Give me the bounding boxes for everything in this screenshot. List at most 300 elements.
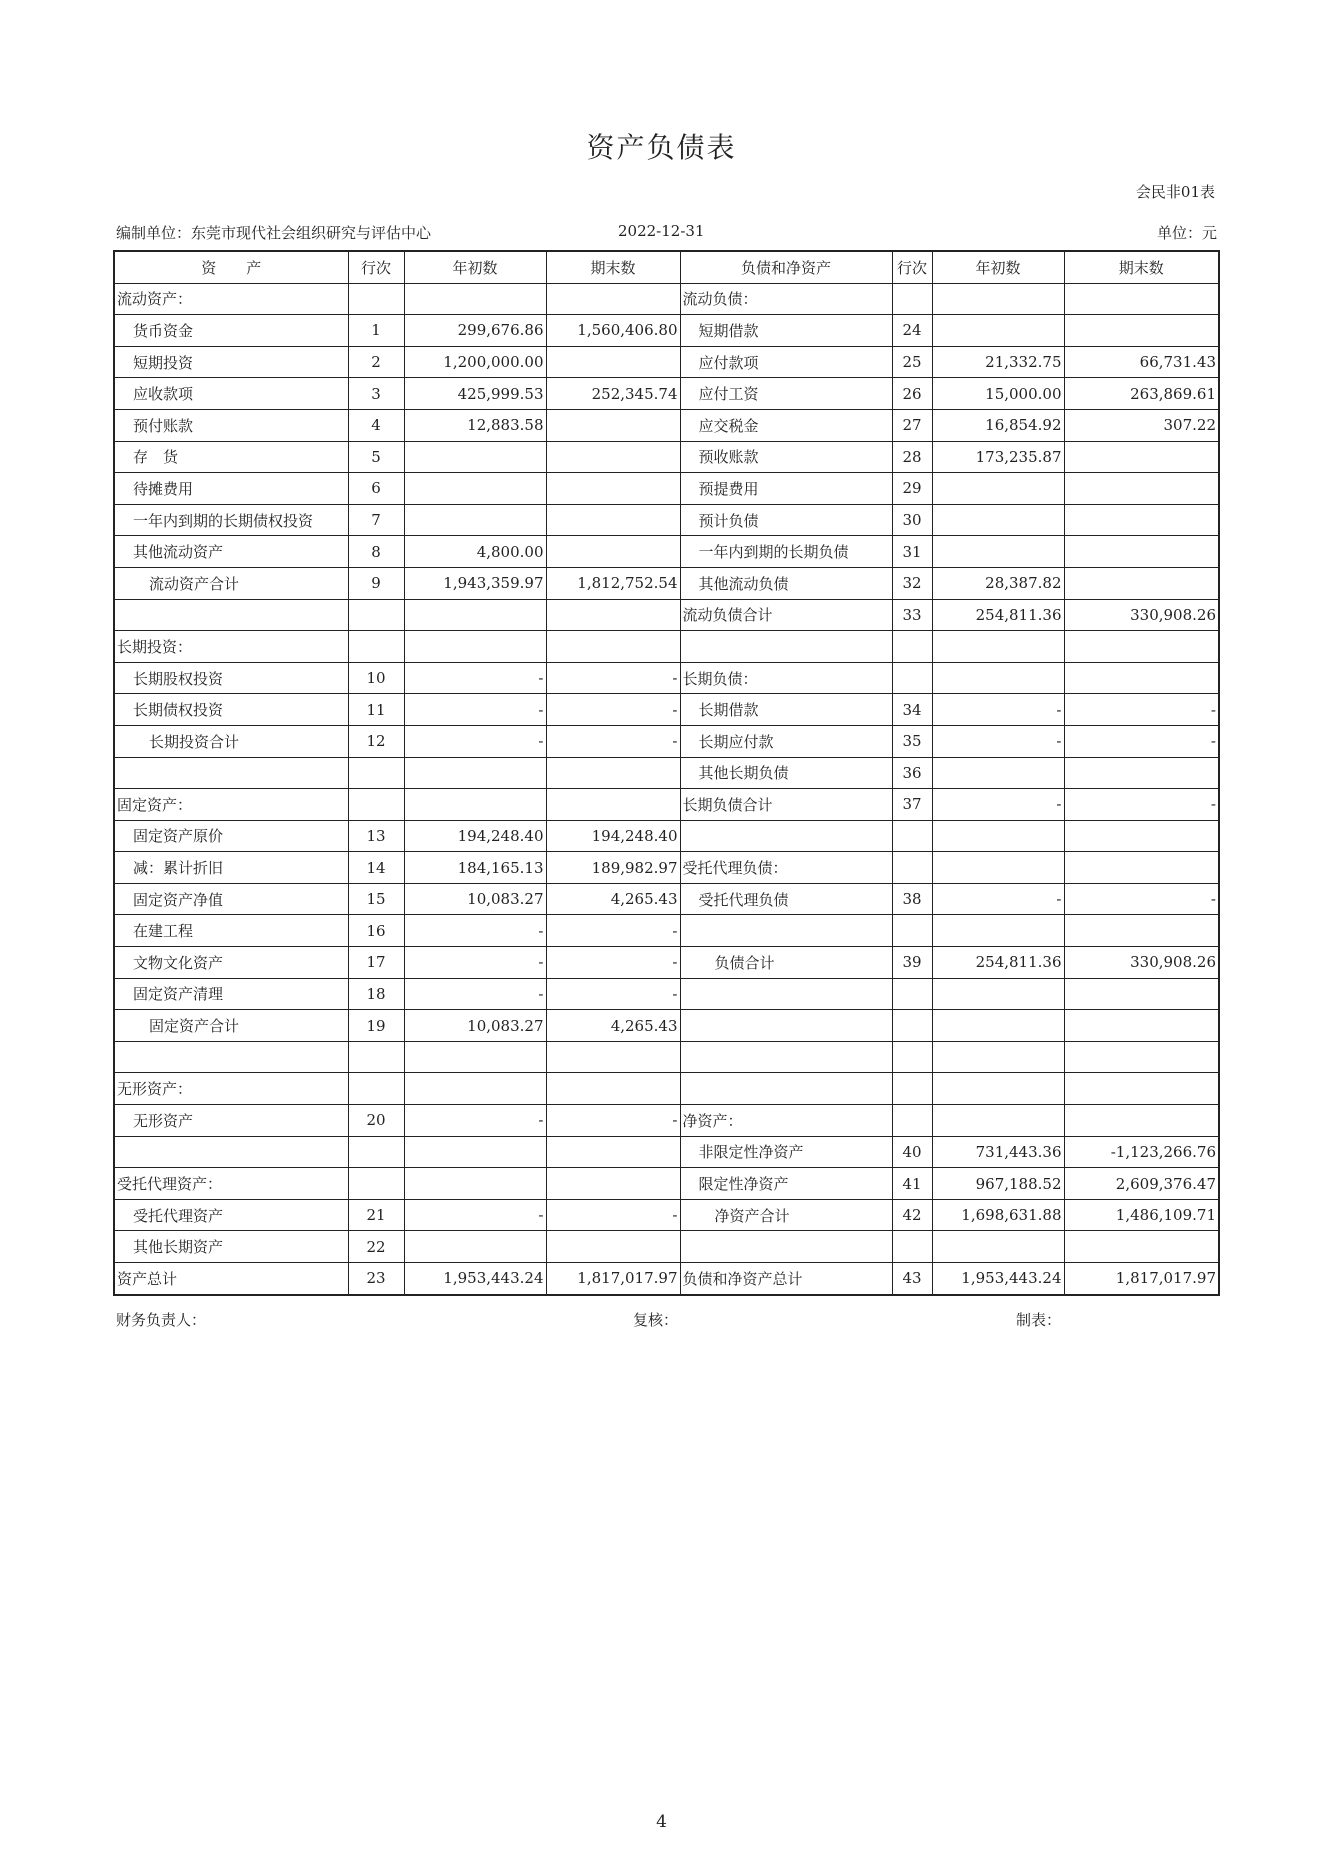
asset-line-no xyxy=(348,1168,404,1200)
liability-closing xyxy=(1064,1041,1219,1073)
liability-line-no: 32 xyxy=(892,567,932,599)
liability-line-no: 42 xyxy=(892,1199,932,1231)
table-row xyxy=(114,631,1219,663)
liability-closing xyxy=(1064,1105,1219,1137)
liability-closing: 307.22 xyxy=(1064,409,1219,441)
liability-closing xyxy=(1064,315,1219,347)
liability-label: 净资产合计 xyxy=(680,1199,892,1231)
asset-line-no: 1 xyxy=(348,315,404,347)
liability-closing xyxy=(1064,1073,1219,1105)
liability-opening: - xyxy=(932,694,1064,726)
asset-opening: 1,943,359.97 xyxy=(404,567,546,599)
liability-label xyxy=(680,631,892,663)
header-row xyxy=(114,251,1219,283)
liability-line-no xyxy=(892,631,932,663)
liability-closing: - xyxy=(1064,789,1219,821)
liability-line-no xyxy=(892,283,932,315)
table-row xyxy=(114,662,1219,694)
asset-closing: 1,560,406.80 xyxy=(546,315,680,347)
asset-closing xyxy=(546,409,680,441)
liability-closing: 330,908.26 xyxy=(1064,599,1219,631)
currency-unit: 单位：元 xyxy=(1156,224,1217,242)
liability-label xyxy=(680,1073,892,1105)
liability-label: 净资产： xyxy=(680,1105,892,1137)
liability-closing: 1,817,017.97 xyxy=(1064,1263,1219,1295)
liability-label xyxy=(680,978,892,1010)
liability-opening xyxy=(932,820,1064,852)
col-header-assets: 资 产 xyxy=(114,251,348,283)
liability-line-no xyxy=(892,1010,932,1042)
table-row xyxy=(114,757,1219,789)
liability-opening: - xyxy=(932,725,1064,757)
liability-line-no xyxy=(892,820,932,852)
table-row xyxy=(114,915,1219,947)
table-row xyxy=(114,346,1219,378)
table-row xyxy=(114,852,1219,884)
liability-closing xyxy=(1064,473,1219,505)
asset-opening xyxy=(404,599,546,631)
asset-opening xyxy=(404,631,546,663)
table-row xyxy=(114,883,1219,915)
asset-opening xyxy=(404,504,546,536)
asset-opening: 184,165.13 xyxy=(404,852,546,884)
col-header-line-no: 行次 xyxy=(348,251,404,283)
table-row xyxy=(114,567,1219,599)
asset-line-no: 19 xyxy=(348,1010,404,1042)
asset-closing: 189,982.97 xyxy=(546,852,680,884)
asset-closing xyxy=(546,283,680,315)
asset-line-no: 17 xyxy=(348,947,404,979)
table-row xyxy=(114,536,1219,568)
asset-line-no: 23 xyxy=(348,1263,404,1295)
liability-label: 预提费用 xyxy=(680,473,892,505)
liability-opening xyxy=(932,1231,1064,1263)
asset-closing: 4,265.43 xyxy=(546,1010,680,1042)
liability-opening: - xyxy=(932,883,1064,915)
report-date: 2022-12-31 xyxy=(618,222,705,240)
asset-closing: 1,817,017.97 xyxy=(546,1263,680,1295)
asset-closing xyxy=(546,536,680,568)
asset-line-no: 11 xyxy=(348,694,404,726)
liability-opening xyxy=(932,536,1064,568)
asset-opening: - xyxy=(404,1105,546,1137)
asset-closing xyxy=(546,631,680,663)
liability-opening xyxy=(932,1010,1064,1042)
liability-opening: 967,188.52 xyxy=(932,1168,1064,1200)
table-row xyxy=(114,978,1219,1010)
footer-prepared: 制表： xyxy=(1016,1311,1062,1329)
liability-closing xyxy=(1064,536,1219,568)
asset-closing xyxy=(546,599,680,631)
asset-closing xyxy=(546,473,680,505)
liability-closing xyxy=(1064,504,1219,536)
asset-opening: 4,800.00 xyxy=(404,536,546,568)
asset-label: 其他长期资产 xyxy=(114,1231,348,1263)
liability-label: 受托代理负债 xyxy=(680,883,892,915)
asset-line-no: 7 xyxy=(348,504,404,536)
asset-opening xyxy=(404,1231,546,1263)
asset-line-no: 22 xyxy=(348,1231,404,1263)
liability-label: 流动负债合计 xyxy=(680,599,892,631)
asset-opening xyxy=(404,1041,546,1073)
asset-line-no xyxy=(348,1136,404,1168)
asset-line-no xyxy=(348,757,404,789)
liability-opening: 731,443.36 xyxy=(932,1136,1064,1168)
asset-opening xyxy=(404,1073,546,1105)
asset-label xyxy=(114,1041,348,1073)
liability-opening: 254,811.36 xyxy=(932,947,1064,979)
liability-opening: 173,235.87 xyxy=(932,441,1064,473)
asset-opening xyxy=(404,283,546,315)
liability-line-no: 27 xyxy=(892,409,932,441)
liability-opening xyxy=(932,315,1064,347)
table-row xyxy=(114,1073,1219,1105)
liability-label xyxy=(680,915,892,947)
asset-label: 资产总计 xyxy=(114,1263,348,1295)
table-body xyxy=(114,283,1219,1295)
liability-label: 长期负债合计 xyxy=(680,789,892,821)
liability-closing: 2,609,376.47 xyxy=(1064,1168,1219,1200)
liability-closing: - xyxy=(1064,694,1219,726)
asset-opening: - xyxy=(404,725,546,757)
asset-line-no: 14 xyxy=(348,852,404,884)
liability-label: 受托代理负债： xyxy=(680,852,892,884)
liability-label: 预计负债 xyxy=(680,504,892,536)
asset-opening xyxy=(404,789,546,821)
liability-opening xyxy=(932,631,1064,663)
liability-line-no xyxy=(892,978,932,1010)
liability-line-no: 25 xyxy=(892,346,932,378)
liability-label: 限定性净资产 xyxy=(680,1168,892,1200)
asset-closing: 252,345.74 xyxy=(546,378,680,410)
liability-label: 应付款项 xyxy=(680,346,892,378)
liability-label: 长期借款 xyxy=(680,694,892,726)
asset-closing: - xyxy=(546,694,680,726)
asset-closing xyxy=(546,1168,680,1200)
liability-line-no: 37 xyxy=(892,789,932,821)
asset-opening: 425,999.53 xyxy=(404,378,546,410)
footer-cfo: 财务负责人： xyxy=(116,1311,207,1329)
liability-opening: 21,332.75 xyxy=(932,346,1064,378)
liability-closing: 1,486,109.71 xyxy=(1064,1199,1219,1231)
asset-label: 在建工程 xyxy=(114,915,348,947)
asset-opening: - xyxy=(404,694,546,726)
liability-label: 负债和净资产总计 xyxy=(680,1263,892,1295)
liability-line-no: 40 xyxy=(892,1136,932,1168)
asset-label: 受托代理资产 xyxy=(114,1199,348,1231)
table-row xyxy=(114,315,1219,347)
liability-opening xyxy=(932,283,1064,315)
asset-label: 减：累计折旧 xyxy=(114,852,348,884)
liability-closing: - xyxy=(1064,725,1219,757)
table-row xyxy=(114,1168,1219,1200)
liability-label: 短期借款 xyxy=(680,315,892,347)
asset-line-no xyxy=(348,283,404,315)
asset-label xyxy=(114,757,348,789)
asset-closing xyxy=(546,504,680,536)
asset-label: 流动资产合计 xyxy=(114,567,348,599)
liability-opening xyxy=(932,473,1064,505)
liability-closing: 66,731.43 xyxy=(1064,346,1219,378)
col-header-line-no-2: 行次 xyxy=(892,251,932,283)
asset-line-no: 10 xyxy=(348,662,404,694)
asset-label: 固定资产原价 xyxy=(114,820,348,852)
liability-label: 长期负债： xyxy=(680,662,892,694)
asset-opening xyxy=(404,1136,546,1168)
asset-line-no xyxy=(348,1041,404,1073)
table-row xyxy=(114,441,1219,473)
liability-opening: 1,953,443.24 xyxy=(932,1263,1064,1295)
liability-opening xyxy=(932,978,1064,1010)
liability-label: 应付工资 xyxy=(680,378,892,410)
asset-label: 长期债权投资 xyxy=(114,694,348,726)
asset-closing xyxy=(546,757,680,789)
asset-line-no xyxy=(348,599,404,631)
asset-opening xyxy=(404,441,546,473)
table-row xyxy=(114,1263,1219,1295)
asset-line-no: 5 xyxy=(348,441,404,473)
asset-closing: 194,248.40 xyxy=(546,820,680,852)
liability-closing: 330,908.26 xyxy=(1064,947,1219,979)
asset-closing: - xyxy=(546,1105,680,1137)
liability-opening: - xyxy=(932,789,1064,821)
liability-closing xyxy=(1064,1231,1219,1263)
asset-opening: - xyxy=(404,947,546,979)
liability-line-no: 28 xyxy=(892,441,932,473)
asset-opening xyxy=(404,473,546,505)
liability-opening: 254,811.36 xyxy=(932,599,1064,631)
liability-closing xyxy=(1064,852,1219,884)
asset-label: 存 货 xyxy=(114,441,348,473)
table-row xyxy=(114,378,1219,410)
liability-opening: 15,000.00 xyxy=(932,378,1064,410)
table-row xyxy=(114,1041,1219,1073)
asset-line-no: 16 xyxy=(348,915,404,947)
liability-line-no xyxy=(892,1041,932,1073)
liability-opening: 16,854.92 xyxy=(932,409,1064,441)
asset-label: 流动资产： xyxy=(114,283,348,315)
asset-line-no: 15 xyxy=(348,883,404,915)
liability-opening xyxy=(932,1041,1064,1073)
asset-label: 预付账款 xyxy=(114,409,348,441)
asset-line-no xyxy=(348,631,404,663)
asset-label: 固定资产： xyxy=(114,789,348,821)
liability-closing: 263,869.61 xyxy=(1064,378,1219,410)
asset-opening xyxy=(404,1168,546,1200)
liability-opening xyxy=(932,757,1064,789)
asset-opening: 1,953,443.24 xyxy=(404,1263,546,1295)
liability-line-no: 35 xyxy=(892,725,932,757)
asset-closing xyxy=(546,346,680,378)
table-row xyxy=(114,1199,1219,1231)
liability-closing xyxy=(1064,915,1219,947)
liability-closing xyxy=(1064,662,1219,694)
asset-closing: - xyxy=(546,662,680,694)
liability-label xyxy=(680,820,892,852)
asset-line-no: 13 xyxy=(348,820,404,852)
liability-line-no: 26 xyxy=(892,378,932,410)
asset-line-no xyxy=(348,789,404,821)
asset-label: 固定资产清理 xyxy=(114,978,348,1010)
asset-label: 无形资产： xyxy=(114,1073,348,1105)
liability-line-no: 43 xyxy=(892,1263,932,1295)
asset-closing: - xyxy=(546,725,680,757)
table-row xyxy=(114,1105,1219,1137)
asset-label xyxy=(114,599,348,631)
asset-opening: 194,248.40 xyxy=(404,820,546,852)
asset-label: 文物文化资产 xyxy=(114,947,348,979)
asset-closing: 1,812,752.54 xyxy=(546,567,680,599)
asset-label: 无形资产 xyxy=(114,1105,348,1137)
liability-line-no xyxy=(892,1105,932,1137)
liability-opening xyxy=(932,504,1064,536)
asset-line-no: 21 xyxy=(348,1199,404,1231)
asset-label: 固定资产净值 xyxy=(114,883,348,915)
liability-label xyxy=(680,1231,892,1263)
liability-label xyxy=(680,1041,892,1073)
liability-closing xyxy=(1064,283,1219,315)
asset-line-no: 20 xyxy=(348,1105,404,1137)
col-header-opening: 年初数 xyxy=(404,251,546,283)
liability-line-no xyxy=(892,662,932,694)
liability-closing xyxy=(1064,1010,1219,1042)
asset-label: 一年内到期的长期债权投资 xyxy=(114,504,348,536)
asset-closing: 4,265.43 xyxy=(546,883,680,915)
form-code: 会民非01表 xyxy=(1135,183,1215,201)
col-header-closing-2: 期末数 xyxy=(1064,251,1219,283)
liability-line-no: 33 xyxy=(892,599,932,631)
asset-closing xyxy=(546,441,680,473)
asset-line-no: 3 xyxy=(348,378,404,410)
asset-opening: 10,083.27 xyxy=(404,1010,546,1042)
liability-line-no xyxy=(892,915,932,947)
liability-opening: 28,387.82 xyxy=(932,567,1064,599)
asset-opening xyxy=(404,757,546,789)
table-row xyxy=(114,947,1219,979)
liability-closing: - xyxy=(1064,883,1219,915)
asset-label: 其他流动资产 xyxy=(114,536,348,568)
table-row xyxy=(114,725,1219,757)
table-row xyxy=(114,820,1219,852)
table-row xyxy=(114,599,1219,631)
liability-line-no: 30 xyxy=(892,504,932,536)
liability-label: 流动负债： xyxy=(680,283,892,315)
liability-closing xyxy=(1064,441,1219,473)
asset-label: 应收款项 xyxy=(114,378,348,410)
table-row xyxy=(114,789,1219,821)
footer-review: 复核： xyxy=(633,1311,679,1329)
asset-line-no: 12 xyxy=(348,725,404,757)
asset-closing: - xyxy=(546,915,680,947)
asset-label: 长期投资合计 xyxy=(114,725,348,757)
liability-closing xyxy=(1064,757,1219,789)
asset-closing: - xyxy=(546,947,680,979)
liability-closing: -1,123,266.76 xyxy=(1064,1136,1219,1168)
liability-opening xyxy=(932,662,1064,694)
col-header-liabilities: 负债和净资产 xyxy=(680,251,892,283)
balance-sheet-table xyxy=(113,250,1220,1296)
liability-line-no xyxy=(892,1073,932,1105)
liability-label: 负债合计 xyxy=(680,947,892,979)
asset-line-no: 8 xyxy=(348,536,404,568)
asset-closing xyxy=(546,1041,680,1073)
liability-line-no: 31 xyxy=(892,536,932,568)
asset-opening: - xyxy=(404,915,546,947)
page-number: 4 xyxy=(656,1812,667,1832)
liability-label: 应交税金 xyxy=(680,409,892,441)
asset-closing xyxy=(546,1073,680,1105)
asset-opening: 10,083.27 xyxy=(404,883,546,915)
liability-opening xyxy=(932,1105,1064,1137)
asset-line-no: 2 xyxy=(348,346,404,378)
asset-line-no: 4 xyxy=(348,409,404,441)
liability-line-no: 34 xyxy=(892,694,932,726)
asset-closing xyxy=(546,1231,680,1263)
asset-label: 固定资产合计 xyxy=(114,1010,348,1042)
table-row xyxy=(114,409,1219,441)
liability-line-no xyxy=(892,1231,932,1263)
asset-label xyxy=(114,1136,348,1168)
asset-label: 长期投资： xyxy=(114,631,348,663)
asset-line-no xyxy=(348,1073,404,1105)
liability-opening: 1,698,631.88 xyxy=(932,1199,1064,1231)
asset-closing: - xyxy=(546,1199,680,1231)
table-row xyxy=(114,1136,1219,1168)
liability-line-no: 24 xyxy=(892,315,932,347)
asset-closing xyxy=(546,1136,680,1168)
liability-line-no: 29 xyxy=(892,473,932,505)
col-header-opening-2: 年初数 xyxy=(932,251,1064,283)
asset-opening: 12,883.58 xyxy=(404,409,546,441)
asset-opening: - xyxy=(404,1199,546,1231)
liability-closing xyxy=(1064,820,1219,852)
liability-label: 其他长期负债 xyxy=(680,757,892,789)
liability-label: 预收账款 xyxy=(680,441,892,473)
liability-closing xyxy=(1064,978,1219,1010)
asset-label: 受托代理资产： xyxy=(114,1168,348,1200)
asset-line-no: 9 xyxy=(348,567,404,599)
liability-opening xyxy=(932,915,1064,947)
table-row xyxy=(114,1231,1219,1263)
table-row xyxy=(114,504,1219,536)
liability-closing xyxy=(1064,567,1219,599)
liability-line-no: 41 xyxy=(892,1168,932,1200)
liability-line-no: 36 xyxy=(892,757,932,789)
page-title: 资产负债表 xyxy=(586,131,737,164)
asset-opening: - xyxy=(404,978,546,1010)
col-header-closing: 期末数 xyxy=(546,251,680,283)
preparing-unit: 编制单位：东莞市现代社会组织研究与评估中心 xyxy=(116,224,432,242)
liability-label: 长期应付款 xyxy=(680,725,892,757)
liability-line-no: 39 xyxy=(892,947,932,979)
asset-closing xyxy=(546,789,680,821)
liability-label: 其他流动负债 xyxy=(680,567,892,599)
liability-line-no xyxy=(892,852,932,884)
liability-label xyxy=(680,1010,892,1042)
liability-label: 一年内到期的长期负债 xyxy=(680,536,892,568)
table-row xyxy=(114,473,1219,505)
asset-opening: 1,200,000.00 xyxy=(404,346,546,378)
asset-label: 待摊费用 xyxy=(114,473,348,505)
asset-opening: - xyxy=(404,662,546,694)
liability-label: 非限定性净资产 xyxy=(680,1136,892,1168)
liability-closing xyxy=(1064,631,1219,663)
asset-label: 长期股权投资 xyxy=(114,662,348,694)
liability-line-no: 38 xyxy=(892,883,932,915)
asset-line-no: 6 xyxy=(348,473,404,505)
table-row xyxy=(114,694,1219,726)
asset-label: 短期投资 xyxy=(114,346,348,378)
